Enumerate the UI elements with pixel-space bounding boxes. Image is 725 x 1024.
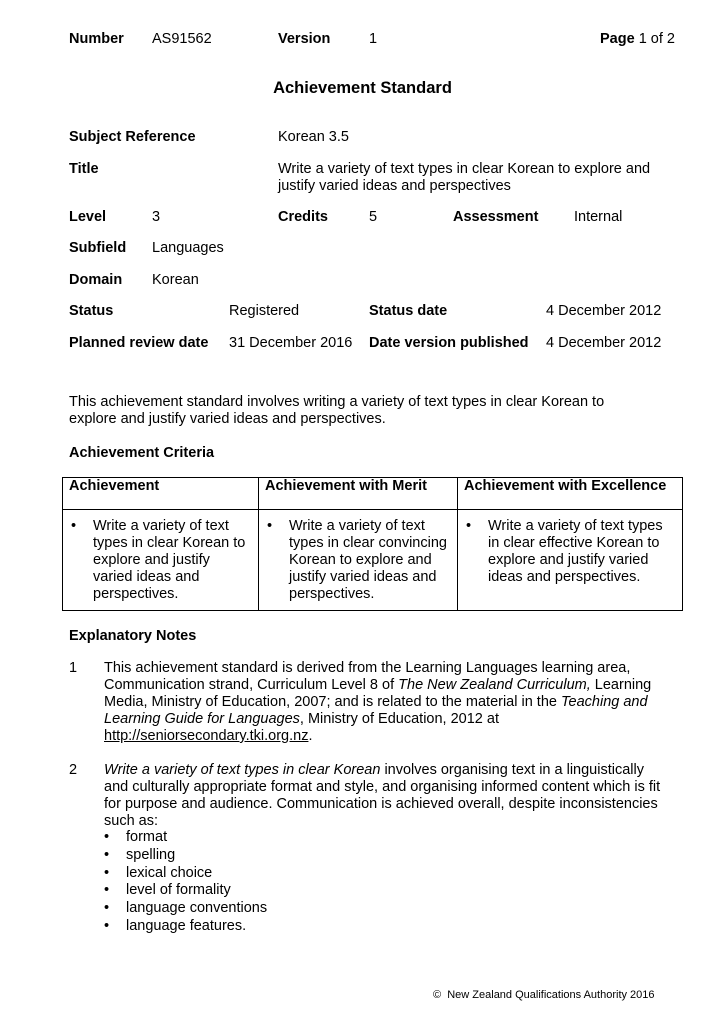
bullet-icon: • — [267, 518, 273, 534]
date-version-value: 4 December 2012 — [546, 335, 662, 351]
copyright-icon: © — [433, 989, 442, 1001]
assessment-value: Internal — [574, 209, 623, 225]
title-value: Write a variety of text types in clear Korean to explore and justify varied ideas and perspectives — [278, 161, 651, 194]
subject-reference-label: Subject Reference — [69, 129, 196, 145]
seniorsecondary-link[interactable]: http://seniorsecondary.tki.org.nz — [104, 728, 309, 744]
bullet-icon: • — [104, 829, 110, 845]
version-value: 1 — [369, 31, 378, 47]
criteria-heading: Achievement Criteria — [69, 445, 215, 461]
inconsistency-item — [104, 900, 267, 918]
inconsistency-item — [104, 882, 267, 900]
version-label: Version — [278, 31, 331, 47]
note-2-part: involves organising text in a linguistically and culturally appropriate format and style, and organising informed content which is fit for purpose and audience. Communication is achieved overall, despite inconsistencies such as: — [104, 762, 661, 829]
subfield-label: Subfield — [69, 240, 127, 256]
criteria-col-merit: Achievement with Merit — [259, 478, 458, 510]
criteria-col-excellence: Achievement with Excellence — [458, 478, 683, 510]
inconsistency-text: lexical choice — [126, 864, 213, 881]
inconsistency-item — [104, 865, 267, 883]
planned-review-label: Planned review date — [69, 335, 209, 351]
criteria-cell-merit — [259, 510, 458, 611]
bullet-icon: • — [71, 518, 77, 534]
note-1-number: 1 — [69, 660, 78, 676]
bullet-icon: • — [104, 917, 110, 934]
criteria-col-achievement: Achievement — [63, 478, 259, 510]
note-1-part: , Ministry of Education, 2012 at — [299, 711, 499, 727]
status-label: Status — [69, 303, 114, 319]
criteria-text-achievement: Write a variety of text types in clear Korean to explore and justify varied ideas and perspectives. — [93, 518, 246, 602]
note-2-number: 2 — [69, 762, 78, 778]
title-label: Title — [69, 161, 99, 177]
bullet-icon: • — [104, 846, 110, 863]
note-1-part: . — [308, 728, 313, 744]
criteria-cell-excellence — [458, 510, 683, 611]
note-1-curriculum-title: The New Zealand Curriculum, — [398, 677, 591, 693]
bullet-icon: • — [104, 900, 110, 917]
number-label: Number — [69, 31, 124, 47]
level-value: 3 — [152, 209, 161, 225]
credits-label: Credits — [278, 209, 328, 225]
inconsistency-text: language features. — [126, 917, 247, 934]
criteria-row — [63, 510, 683, 611]
note-2-term: Write a variety of text types in clear Korean — [104, 762, 381, 778]
page-value: 1 of 2 — [638, 31, 675, 47]
planned-review-value: 31 December 2016 — [229, 335, 353, 351]
inconsistency-item — [104, 918, 267, 936]
note-2-text — [104, 762, 664, 830]
domain-value: Korean — [152, 272, 199, 288]
domain-label: Domain — [69, 272, 123, 288]
page-label: Page — [600, 31, 635, 47]
number-value: AS91562 — [152, 31, 212, 47]
note-1-guide-title: Teaching and Learning Guide for Languages — [104, 694, 648, 727]
inconsistency-text: format — [126, 829, 168, 845]
criteria-cell-achievement — [63, 510, 259, 611]
note-1-part: This achievement standard is derived from the Learning Languages learning area, Communication strand, Curriculum Level 8 of — [104, 660, 631, 693]
status-date-label: Status date — [369, 303, 448, 319]
notes-heading: Explanatory Notes — [69, 628, 197, 644]
subfield-value: Languages — [152, 240, 224, 256]
assessment-label: Assessment — [453, 209, 539, 225]
criteria-table — [62, 477, 683, 611]
intro-paragraph: This achievement standard involves writing a variety of text types in clear Korean to explore and justify varied ideas and perspectives. — [69, 394, 605, 427]
criteria-header-row — [63, 478, 683, 510]
bullet-icon: • — [466, 518, 472, 534]
inconsistency-item — [104, 847, 267, 865]
inconsistency-text: level of formality — [126, 882, 231, 899]
criteria-text-excellence: Write a variety of text types in clear effective Korean to explore and justify varied ideas and perspectives. — [488, 518, 663, 585]
note-1-part: Learning Media, Ministry of Education, 2007; and is related to the material in the — [104, 677, 652, 710]
criteria-text-merit: Write a variety of text types in clear convincing Korean to explore and justify varied ideas and perspectives. — [289, 518, 447, 602]
status-date-value: 4 December 2012 — [546, 303, 662, 319]
bullet-icon: • — [104, 882, 110, 899]
level-label: Level — [69, 209, 107, 225]
footer — [433, 989, 655, 1001]
date-version-label: Date version published — [369, 335, 529, 351]
inconsistency-text: language conventions — [126, 900, 268, 917]
credits-value: 5 — [369, 209, 378, 225]
inconsistency-list — [104, 829, 267, 936]
subject-reference-value: Korean 3.5 — [278, 129, 349, 145]
status-value: Registered — [229, 303, 300, 319]
bullet-icon: • — [104, 864, 110, 881]
note-1-text — [104, 660, 664, 745]
page-indicator — [600, 31, 675, 47]
inconsistency-item — [104, 829, 267, 847]
inconsistency-text: spelling — [126, 846, 176, 863]
footer-text: New Zealand Qualifications Authority 2016 — [447, 989, 655, 1001]
page-title: Achievement Standard — [273, 79, 452, 97]
